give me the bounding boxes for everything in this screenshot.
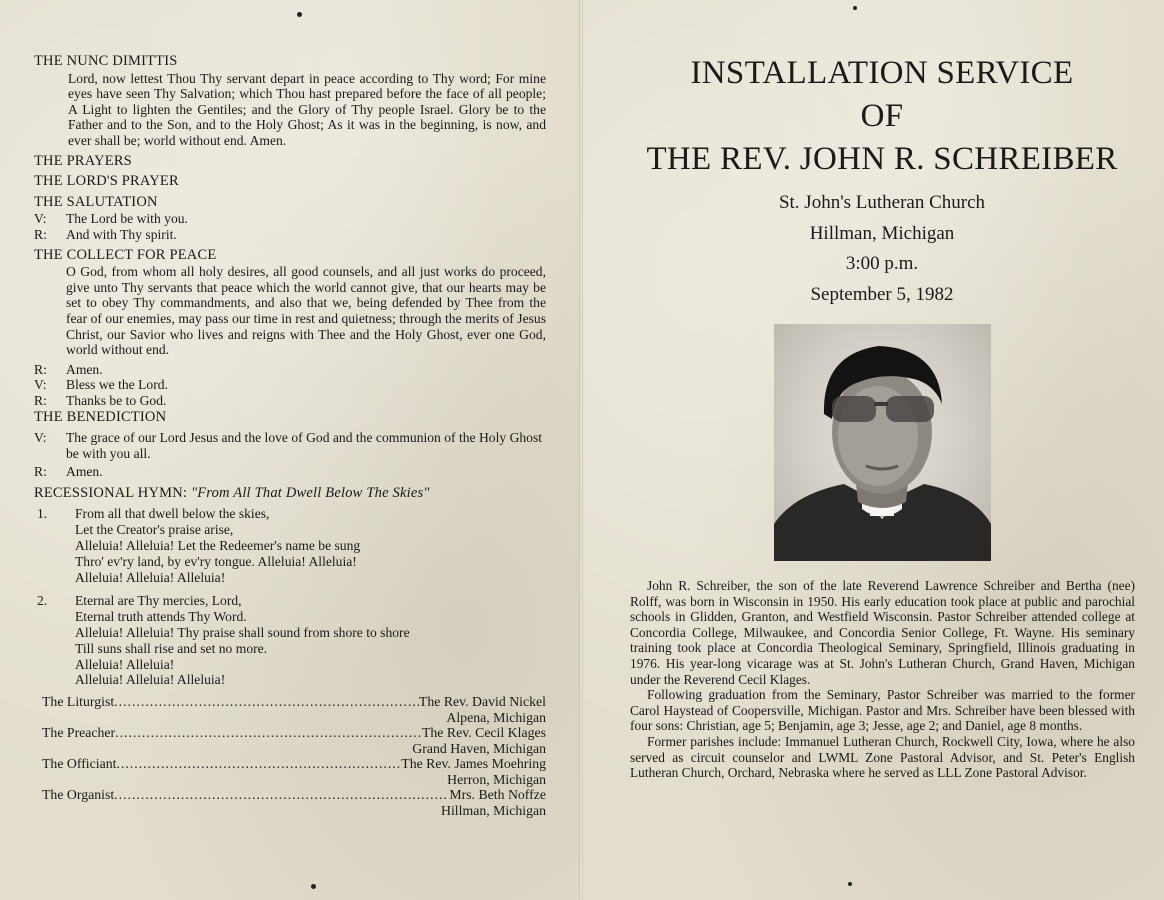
verse-line: From all that dwell below the skies,: [75, 506, 270, 522]
collect-heading: THE COLLECT FOR PEACE: [34, 246, 217, 263]
role-place: Alpena, Michigan: [446, 709, 546, 725]
role-name: The Officiant: [42, 756, 117, 772]
participant-entry: [42, 756, 546, 787]
response-text: Amen.: [66, 361, 103, 377]
benediction-heading: THE BENEDICTION: [34, 409, 167, 426]
speaker: R:: [34, 226, 47, 242]
recessional-heading: [34, 486, 546, 502]
church-location: Hillman, Michigan: [809, 222, 955, 244]
salutation-heading: THE SALUTATION: [34, 193, 158, 210]
order-of-service: [34, 52, 546, 818]
role-place: Grand Haven, Michigan: [412, 740, 546, 756]
staple-mark: [311, 884, 316, 889]
verse-number: 1.: [37, 506, 48, 522]
title-line: OF: [860, 98, 904, 134]
lords-prayer-heading: THE LORD'S PRAYER: [34, 173, 179, 190]
verse-line: Till suns shall rise and set no more.: [75, 640, 268, 656]
hymn-title: "From All That Dwell Below The Skies": [190, 484, 430, 501]
nunc-dimittis-text: Lord, now lettest Thou Thy servant depart in peace according to Thy word; For mine eyes have seen Thy Salvation; which Thou hast prepared before the face of all people; A Light to lighten the Gentiles; and the Glory of Thy people Israel. Glory be to the Father and to the Son, and to the Holy Ghost; As it was in the beginning, is now, and ever shall be; world without end. Amen.: [68, 70, 546, 148]
pastor-portrait-photo: [774, 324, 991, 561]
service-time: 3:00 p.m.: [845, 253, 919, 274]
role-person: The Rev. David Nickel: [418, 694, 546, 710]
versicle-line: [34, 377, 546, 393]
participant-entry: [42, 725, 546, 756]
service-date: September 5, 1982: [810, 283, 954, 305]
staple-mark: [853, 6, 857, 10]
role-name: The Preacher: [42, 725, 116, 741]
response-text: Thanks be to God.: [66, 392, 167, 408]
service-title: [591, 52, 1164, 181]
bio-paragraph: Following graduation from the Seminary, Pastor Schreiber was married to the former Carol Haystead of Coopersville, Michigan. Pastor and Mrs. Schreiber have been blessed with four sons: Christian, age 5; Benjamin, age 3; Jesse, age 2; and Daniel, age 8 months.: [630, 687, 1135, 734]
role-person: The Rev. Cecil Klages: [421, 725, 546, 741]
response-text: Amen.: [66, 464, 103, 480]
staple-mark: [848, 882, 852, 886]
verse-line: Eternal are Thy mercies, Lord,: [75, 593, 242, 609]
hymn-verse: [34, 593, 546, 688]
verse-line: Alleluia! Alleluia! Thy praise shall sound from shore to shore: [75, 625, 410, 641]
verse-line: Alleluia! Alleluia! Let the Redeemer's name be sung: [75, 538, 361, 554]
speaker: V:: [34, 211, 47, 227]
verse-line: Let the Creator's praise arise,: [75, 522, 234, 538]
role-place: Herron, Michigan: [447, 771, 546, 787]
versicle-line: [34, 430, 546, 461]
bio-paragraph: John R. Schreiber, the son of the late Reverend Lawrence Schreiber and Bertha (nee) Rolff, was born in Wisconsin in 1950. His early education took place at public and parochial schools in Glidden, Granton, and Westfield Wisconsin. Pastor Schreiber attended college at Concordia College, Milwaukee, and Concordia Senior College, Ft. Wayne. His seminary training took place at Concordia Theological Seminary, Springfield, Illinois graduating in 1976. His year-long vicarage was at St. John's Lutheran Church, Grand Haven, Michigan under the Reverend Cecil Klages.: [630, 578, 1135, 687]
service-details: [591, 188, 1164, 310]
title-line: THE REV. JOHN R. SCHREIBER: [646, 141, 1118, 177]
response-line: [34, 362, 546, 378]
speaker: V:: [34, 430, 47, 446]
participant-entry: [42, 787, 546, 818]
versicle-text: Bless we the Lord.: [66, 377, 168, 393]
title-line: INSTALLATION SERVICE: [690, 55, 1074, 91]
response-line: [34, 393, 546, 409]
speaker: R:: [34, 464, 47, 480]
speaker: R:: [34, 392, 47, 408]
response-text: And with Thy spirit.: [66, 226, 177, 242]
speaker: R:: [34, 361, 47, 377]
collect-text: O God, from whom all holy desires, all good counsels, and all just works do proceed, give unto Thy servants that peace which the world cannot give, that our hearts may be set to obey Thy commandments, and also that we, being defended by Thee from the fear of our enemies, may pass our time in rest and quietness; through the merits of Jesus Christ, our Savior who lives and reigns with Thee and the Holy Ghost, ever one God, world without end.: [66, 264, 546, 358]
versicle-line: [34, 211, 546, 227]
prayers-heading: THE PRAYERS: [34, 152, 132, 169]
pastor-biography: [630, 578, 1135, 781]
hymn-verse: [34, 506, 546, 585]
verse-line: Thro' ev'ry land, by ev'ry tongue. Alleluia! Alleluia!: [75, 553, 357, 569]
bio-paragraph: Former parishes include: Immanuel Lutheran Church, Rockwell City, Iowa, where he also served as circuit counselor and LWML Zone Pastoral Advisor, and St. Peter's English Lutheran Church, Orchard, Nebraska where he served as LLL Zone Pastoral Advisor.: [630, 733, 1135, 781]
response-line: [34, 464, 546, 480]
response-line: [34, 227, 546, 243]
nunc-dimittis-heading: THE NUNC DIMITTIS: [34, 53, 178, 69]
church-name: St. John's Lutheran Church: [778, 192, 986, 213]
staple-mark: [297, 12, 302, 17]
role-name: The Liturgist: [42, 694, 115, 710]
verse-line: Alleluia! Alleluia! Alleluia!: [75, 672, 226, 688]
verse-number: 2.: [37, 593, 48, 609]
role-name: The Organist: [42, 787, 115, 803]
verse-line: Alleluia! Alleluia! Alleluia!: [75, 569, 226, 585]
participants-list: [34, 694, 546, 818]
verse-line: Eternal truth attends Thy Word.: [75, 609, 247, 625]
role-person: The Rev. James Moehring: [401, 756, 546, 772]
versicle-text: The Lord be with you.: [66, 211, 188, 227]
verse-line: Alleluia! Alleluia!: [75, 656, 175, 672]
role-place: Hillman, Michigan: [441, 802, 546, 818]
role-person: Mrs. Beth Noffze: [449, 787, 546, 803]
versicle-text: The grace of our Lord Jesus and the love of God and the communion of the Holy Ghost be with you all.: [66, 430, 543, 461]
recessional-label: RECESSIONAL HYMN:: [34, 484, 188, 501]
page-fold: [579, 0, 583, 900]
participant-entry: [42, 694, 546, 725]
speaker: V:: [34, 377, 47, 393]
